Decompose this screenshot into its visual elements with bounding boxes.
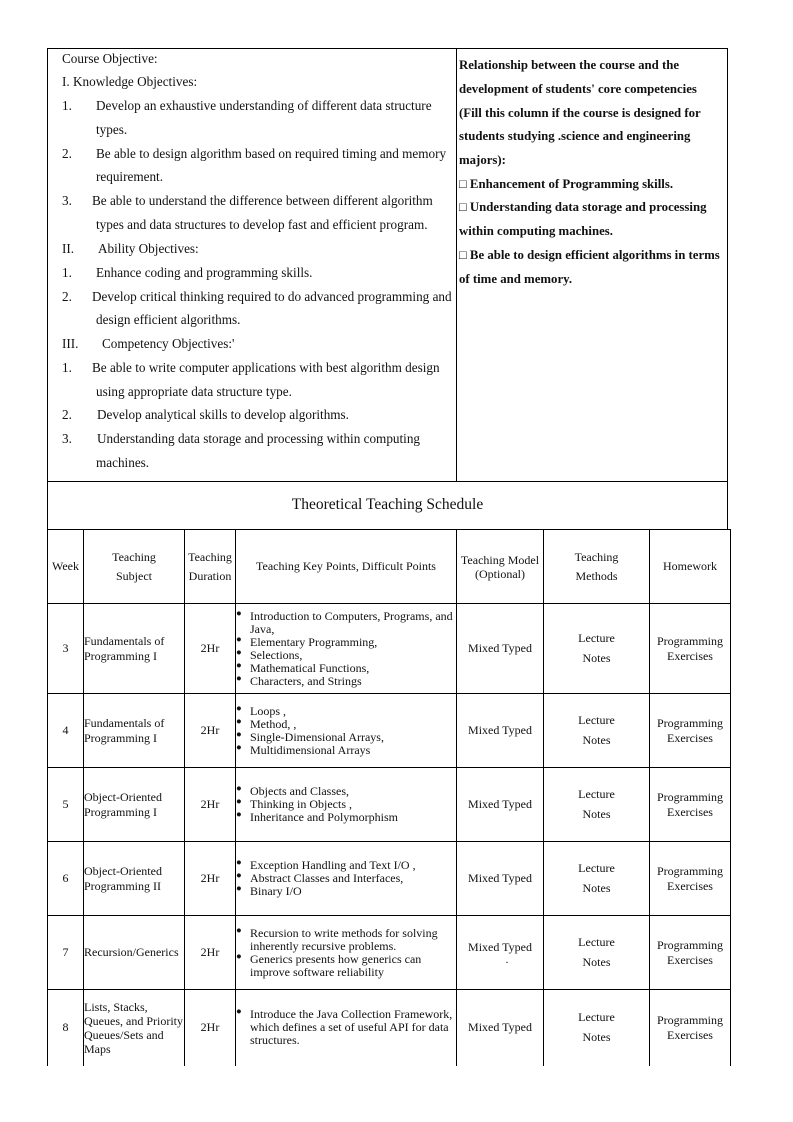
week-cell: 8 xyxy=(48,990,84,1066)
knowledge-item-num: 3. xyxy=(62,193,72,208)
key-point-continuation: which defines a set of useful API for data xyxy=(250,1020,449,1035)
key-points-cell xyxy=(236,768,457,842)
key-point: ● Objects and Classes, xyxy=(236,785,456,798)
competency-num: III. xyxy=(62,336,79,351)
duration-cell: 2Hr xyxy=(185,694,236,768)
course-objectives-box xyxy=(47,48,728,482)
relationship-line: students studying .science and engineering xyxy=(459,129,691,143)
key-points-cell xyxy=(236,990,457,1066)
key-point: ● Introduce the Java Collection Framework, xyxy=(236,1008,456,1021)
header-week: Week xyxy=(48,530,84,604)
methods-cell: Lecture Notes xyxy=(544,768,650,842)
key-point: ● Introduction to Computers, Programs, and xyxy=(236,610,456,623)
key-point: ● Selections, xyxy=(236,649,456,662)
competency-item-text: Understanding data storage and processing within computing xyxy=(97,431,421,446)
relationship-line: within computing machines. xyxy=(459,224,613,238)
relationship-line: development of students' core competencies xyxy=(459,82,697,96)
ability-item-num: 2. xyxy=(62,289,72,304)
key-point: ● Abstract Classes and Interfaces, xyxy=(236,872,456,885)
methods-cell: Lecture Notes xyxy=(544,604,650,694)
subject-cell: Fundamentals of Programming I xyxy=(84,694,185,768)
key-point: ● Multidimensional Arrays xyxy=(236,744,456,757)
model-cell: Mixed Typed . xyxy=(457,916,544,990)
key-point: ● Characters, and Strings xyxy=(236,675,456,688)
table-header-row xyxy=(48,530,731,604)
key-point: ● Loops , xyxy=(236,705,456,718)
subject-cell: Fundamentals of Programming I xyxy=(84,604,185,694)
key-points-cell xyxy=(236,842,457,916)
ability-item-text: Enhance coding and programming skills. xyxy=(96,265,313,280)
header-key-points: Teaching Key Points, Difficult Points xyxy=(236,530,457,604)
key-point-continuation: Java, xyxy=(250,621,275,636)
model-cell: Mixed Typed xyxy=(457,990,544,1066)
knowledge-item-num: 1. xyxy=(62,98,72,113)
relationship-line: majors): xyxy=(459,153,506,167)
week-cell: 4 xyxy=(48,694,84,768)
key-point: ● Inheritance and Polymorphism xyxy=(236,811,456,824)
homework-cell: Programming Exercises xyxy=(650,768,731,842)
duration-cell: 2Hr xyxy=(185,916,236,990)
model-cell: Mixed Typed xyxy=(457,604,544,694)
knowledge-item-text: types. xyxy=(96,122,128,137)
schedule-title-box xyxy=(47,482,728,530)
key-point: ● Generics presents how generics can xyxy=(236,953,456,966)
knowledge-item-text: types and data structures to develop fast and efficient program. xyxy=(96,217,428,232)
competency-item-num: 3. xyxy=(62,431,72,446)
knowledge-heading: I. Knowledge Objectives: xyxy=(62,74,198,89)
ability-item-num: 1. xyxy=(62,265,72,280)
week-cell: 6 xyxy=(48,842,84,916)
duration-cell: 2Hr xyxy=(185,768,236,842)
knowledge-item-text: Be able to understand the difference between different algorithm xyxy=(92,193,433,208)
header-model: Teaching Model (Optional) xyxy=(457,530,544,604)
homework-cell: Programming Exercises xyxy=(650,990,731,1066)
ability-heading: Ability Objectives: xyxy=(98,241,199,256)
homework-cell: Programming Exercises xyxy=(650,916,731,990)
teaching-schedule-table xyxy=(47,529,731,1066)
competency-item-text: Be able to write computer applications with best algorithm design xyxy=(92,360,440,375)
knowledge-item-text: requirement. xyxy=(96,169,164,184)
key-points-cell xyxy=(236,916,457,990)
methods-cell: Lecture Notes xyxy=(544,842,650,916)
key-point: ● Thinking in Objects , xyxy=(236,798,456,811)
relationship-line: (Fill this column if the course is designed for xyxy=(459,106,701,120)
competency-item-num: 2. xyxy=(62,407,72,422)
table-row xyxy=(48,916,731,990)
homework-cell: Programming Exercises xyxy=(650,694,731,768)
relationship-checkbox-item: □ Understanding data storage and processing xyxy=(459,200,707,214)
key-point-continuation: structures. xyxy=(250,1033,300,1048)
homework-cell: Programming Exercises xyxy=(650,604,731,694)
competency-item-text: using appropriate data structure type. xyxy=(96,384,292,399)
key-point: ● Method, , xyxy=(236,718,456,731)
competency-item-text: machines. xyxy=(96,455,150,470)
duration-cell: 2Hr xyxy=(185,990,236,1066)
key-point-continuation: inherently recursive problems. xyxy=(250,938,397,953)
week-cell: 3 xyxy=(48,604,84,694)
key-point: ● Elementary Programming, xyxy=(236,636,456,649)
subject-cell: Object-Oriented Programming II xyxy=(84,842,185,916)
objectives-title: Course Objective: xyxy=(62,51,158,66)
header-duration: Teaching Duration xyxy=(185,530,236,604)
knowledge-item-text: Develop an exhaustive understanding of different data structure xyxy=(96,98,432,113)
header-methods: Teaching Methods xyxy=(544,530,650,604)
relationship-checkbox-item: □ Enhancement of Programming skills. xyxy=(459,177,674,191)
relationship-line: Relationship between the course and the xyxy=(459,58,680,72)
model-cell: Mixed Typed xyxy=(457,694,544,768)
methods-cell: Lecture Notes xyxy=(544,990,650,1066)
relationship-checkbox-item: □ Be able to design efficient algorithms in terms xyxy=(459,248,720,262)
model-cell: Mixed Typed xyxy=(457,842,544,916)
key-points-cell xyxy=(236,694,457,768)
methods-cell: Lecture Notes xyxy=(544,916,650,990)
competency-item-num: 1. xyxy=(62,360,72,375)
knowledge-item-num: 2. xyxy=(62,146,72,161)
methods-cell: Lecture Notes xyxy=(544,694,650,768)
week-cell: 5 xyxy=(48,768,84,842)
homework-cell: Programming Exercises xyxy=(650,842,731,916)
relationship-line: of time and memory. xyxy=(459,272,573,286)
duration-cell: 2Hr xyxy=(185,604,236,694)
key-point: ● Single-Dimensional Arrays, xyxy=(236,731,456,744)
key-point-continuation: improve software reliability xyxy=(250,964,384,979)
ability-item-text: design efficient algorithms. xyxy=(96,312,241,327)
subject-cell: Recursion/Generics xyxy=(84,916,185,990)
header-subject: Teaching Subject xyxy=(84,530,185,604)
table-row xyxy=(48,842,731,916)
duration-cell: 2Hr xyxy=(185,842,236,916)
model-cell: Mixed Typed xyxy=(457,768,544,842)
ability-item-text: Develop critical thinking required to do advanced programming and xyxy=(92,289,452,304)
knowledge-item-text: Be able to design algorithm based on required timing and memory xyxy=(96,146,447,161)
week-cell: 7 xyxy=(48,916,84,990)
key-point: ● Mathematical Functions, xyxy=(236,662,456,675)
header-homework: Homework xyxy=(650,530,731,604)
table-row xyxy=(48,694,731,768)
key-point: ● Recursion to write methods for solving xyxy=(236,927,456,940)
ability-num: II. xyxy=(62,241,75,256)
key-point: ● Binary I/O xyxy=(236,885,456,898)
subject-cell: Object-Oriented Programming I xyxy=(84,768,185,842)
table-row xyxy=(48,768,731,842)
subject-cell: Lists, Stacks, Queues, and Priority Queues/Sets and Maps xyxy=(84,990,185,1066)
table-row xyxy=(48,604,731,694)
table-row xyxy=(48,990,731,1066)
key-points-cell xyxy=(236,604,457,694)
schedule-title: Theoretical Teaching Schedule xyxy=(291,496,484,513)
competency-item-text: Develop analytical skills to develop algorithms. xyxy=(97,407,349,422)
competency-heading: Competency Objectives:' xyxy=(102,336,235,351)
column-divider xyxy=(456,49,457,481)
key-point: ● Exception Handling and Text I/O , xyxy=(236,859,456,872)
